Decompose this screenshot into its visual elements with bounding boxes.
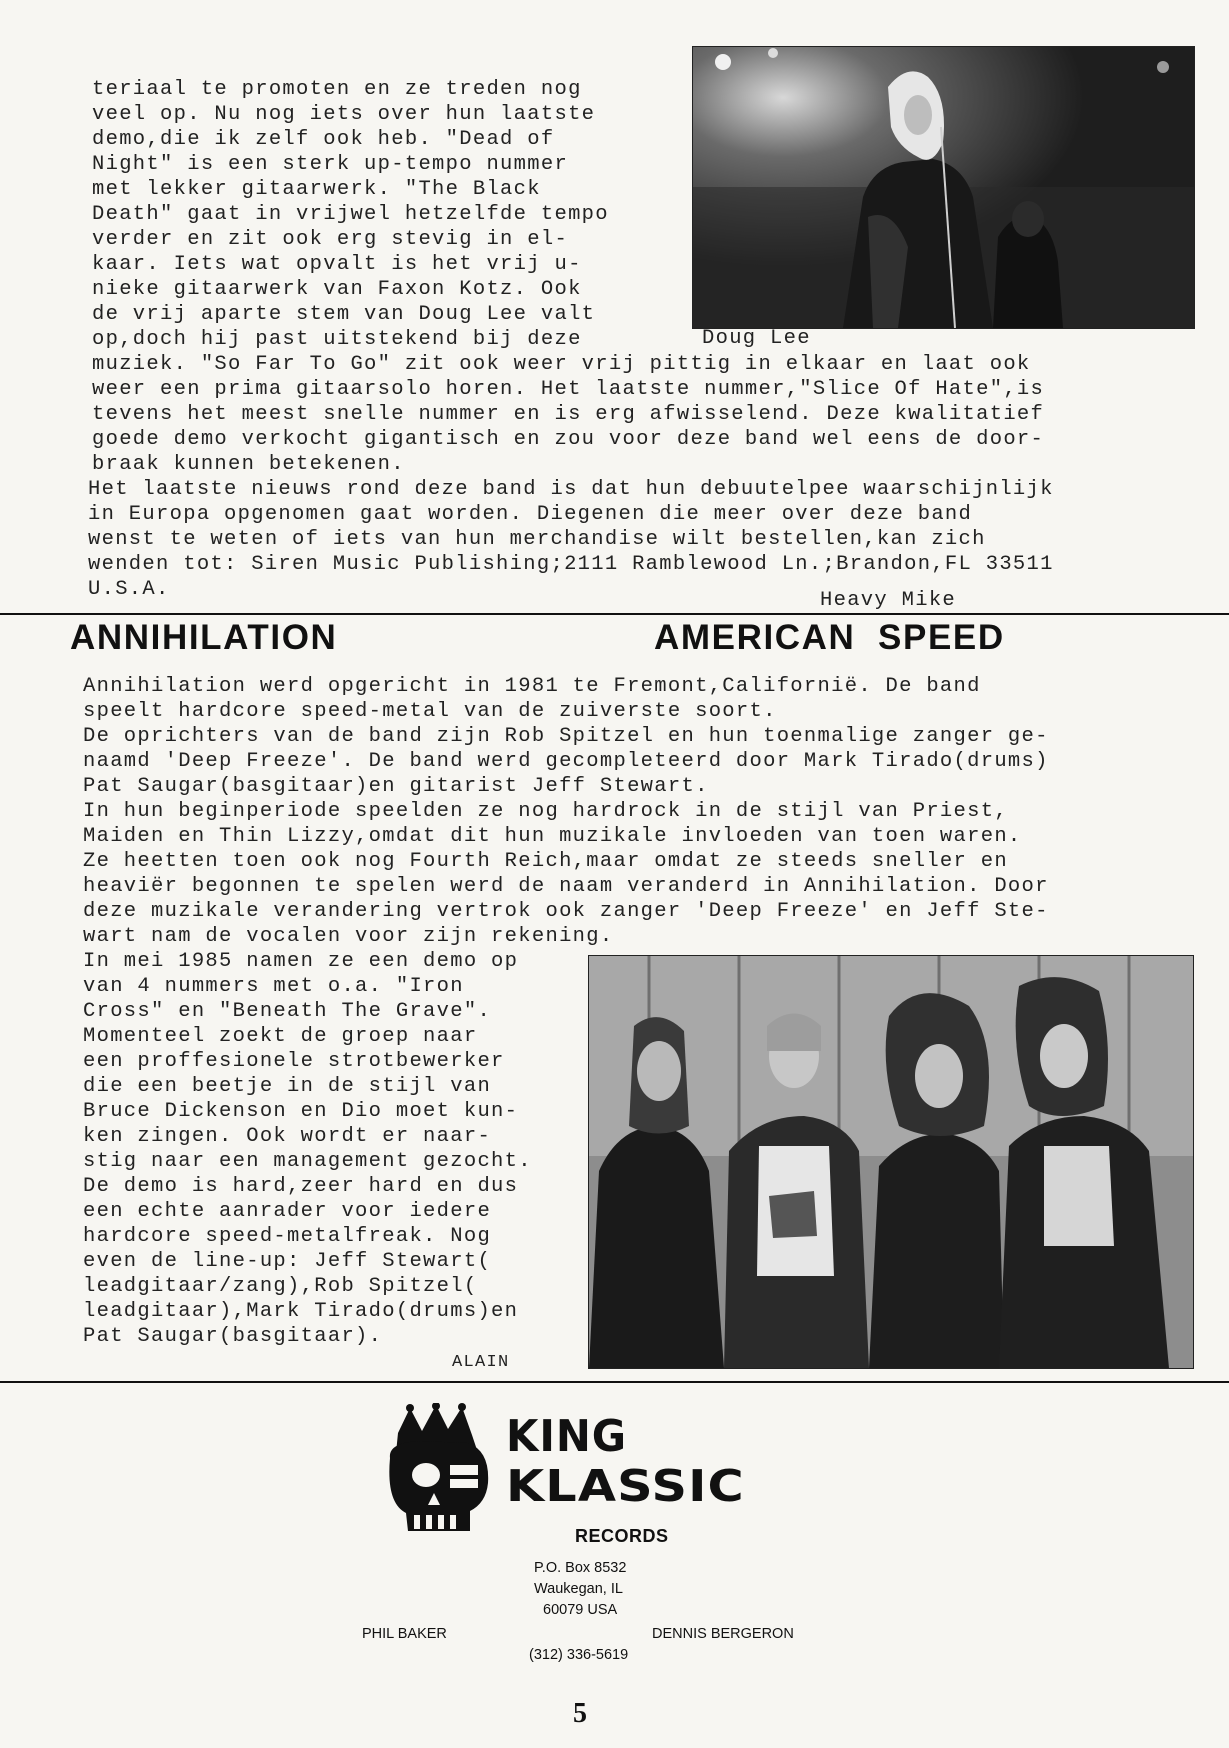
article-line: Momenteel zoekt de groep naar [83, 1025, 478, 1048]
article-line: Cross" en "Beneath The Grave". [83, 1000, 492, 1023]
article-line: wart nam de vocalen voor zijn rekening. [83, 925, 614, 948]
doug-lee-photo [692, 46, 1195, 329]
article-line: naamd 'Deep Freeze'. De band werd gecompleteerd door Mark Tirado(drums) [83, 750, 1049, 773]
article-line: teriaal te promoten en ze treden nog [92, 78, 582, 101]
article-line: De demo is hard,zeer hard en dus [83, 1175, 519, 1198]
article-line: een proffesionele strotbewerker [83, 1050, 505, 1073]
article-line: speelt hardcore speed-metal van de zuiverste soort. [83, 700, 777, 723]
king-klassic-logo [378, 1403, 760, 1559]
article-line: De oprichters van de band zijn Rob Spitzel en hun toenmalige zanger ge- [83, 725, 1049, 748]
article-line: Death" gaat in vrijwel hetzelfde tempo [92, 203, 609, 226]
article-line: een echte aanrader voor iedere [83, 1200, 492, 1223]
article-line: even de line-up: Jeff Stewart( [83, 1250, 492, 1273]
headline-tagline: AMERICAN SPEED [654, 618, 1005, 657]
section-divider [0, 613, 1229, 615]
advert-address-line: P.O. Box 8532 [534, 1560, 627, 1576]
article-line: goede demo verkocht gigantisch en zou voor deze band wel eens de door- [92, 428, 1045, 451]
article-line: leadgitaar/zang),Rob Spitzel( [83, 1275, 478, 1298]
article-line: heaviër begonnen te spelen werd de naam veranderd in Annihilation. Door [83, 875, 1049, 898]
article-author: ALAIN [452, 1353, 510, 1372]
article-line: Bruce Dickenson en Dio moet kun- [83, 1100, 519, 1123]
article-line: muziek. "So Far To Go" zit ook weer vrij pittig in elkaar en laat ook [92, 353, 1031, 376]
article-line: Annihilation werd opgericht in 1981 te Fremont,Californië. De band [83, 675, 981, 698]
logo-line-klassic: KLASSIC [506, 1461, 745, 1512]
article-line: demo,die ik zelf ook heb. "Dead of [92, 128, 555, 151]
article-line: Het laatste nieuws rond deze band is dat hun debuutelpee waarschijnlijk [88, 478, 1054, 501]
advert-address-line: Waukegan, IL [534, 1581, 623, 1597]
page-number: 5 [573, 1698, 587, 1729]
article-line: hardcore speed-metalfreak. Nog [83, 1225, 492, 1248]
article-line: In mei 1985 namen ze een demo op [83, 950, 519, 973]
article-line: Ze heetten toen ook nog Fourth Reich,maar omdat ze steeds sneller en [83, 850, 1008, 873]
article-line: op,doch hij past uitstekend bij deze [92, 328, 582, 351]
article-line: Night" is een sterk up-tempo nummer [92, 153, 569, 176]
article-line: wenden tot: Siren Music Publishing;2111 Ramblewood Ln.;Brandon,FL 33511 [88, 553, 1054, 576]
article-line: de vrij aparte stem van Doug Lee valt [92, 303, 596, 326]
advert-phone: (312) 336-5619 [529, 1647, 629, 1663]
article-line: U.S.A. [88, 578, 170, 601]
headline-band-name: ANNIHILATION [70, 618, 338, 657]
article-line: In hun beginperiode speelden ze nog hardrock in de stijl van Priest, [83, 800, 1008, 823]
article-line: leadgitaar),Mark Tirado(drums)en [83, 1300, 519, 1323]
article-line: stig naar een management gezocht. [83, 1150, 532, 1173]
article-line: deze muzikale verandering vertrok ook zanger 'Deep Freeze' en Jeff Ste- [83, 900, 1049, 923]
advert-address-line: 60079 USA [543, 1602, 618, 1618]
article-line: weer een prima gitaarsolo horen. Het laatste nummer,"Slice Of Hate",is [92, 378, 1045, 401]
logo-line-records: RECORDS [575, 1526, 669, 1546]
article-line: veel op. Nu nog iets over hun laatste [92, 103, 596, 126]
article-line: van 4 nummers met o.a. "Iron [83, 975, 464, 998]
article-line: Maiden en Thin Lizzy,omdat dit hun muzikale invloeden van toen waren. [83, 825, 1022, 848]
article-line: Pat Saugar(basgitaar). [83, 1325, 383, 1348]
annihilation-band-photo-image [589, 956, 1193, 1368]
advert-contact-left: PHIL BAKER [362, 1626, 447, 1642]
article-line: kaar. Iets wat opvalt is het vrij u- [92, 253, 582, 276]
article-line: tevens het meest snelle nummer en is erg afwisselend. Deze kwalitatief [92, 403, 1045, 426]
annihilation-band-photo [588, 955, 1194, 1369]
article-line: verder en zit ook erg stevig in el- [92, 228, 569, 251]
article-line: in Europa opgenomen gaat worden. Diegenen die meer over deze band [88, 503, 973, 526]
article-line: braak kunnen betekenen. [92, 453, 405, 476]
logo-line-king: KING [506, 1411, 628, 1462]
article-line: ken zingen. Ook wordt er naar- [83, 1125, 492, 1148]
skull-crown-icon [378, 1403, 498, 1543]
photo-caption: Doug Lee [702, 327, 811, 350]
advert-contact-right: DENNIS BERGERON [652, 1626, 794, 1642]
article-line: nieke gitaarwerk van Faxon Kotz. Ook [92, 278, 582, 301]
article-line: Pat Saugar(basgitaar)en gitarist Jeff Stewart. [83, 775, 709, 798]
article-line: wenst te weten of iets van hun merchandise wilt bestellen,kan zich [88, 528, 986, 551]
article-line: met lekker gitaarwerk. "The Black [92, 178, 541, 201]
doug-lee-photo-image [693, 47, 1194, 328]
article-author: Heavy Mike [820, 589, 957, 612]
article-line: die een beetje in de stijl van [83, 1075, 492, 1098]
advert-divider [0, 1381, 1229, 1383]
